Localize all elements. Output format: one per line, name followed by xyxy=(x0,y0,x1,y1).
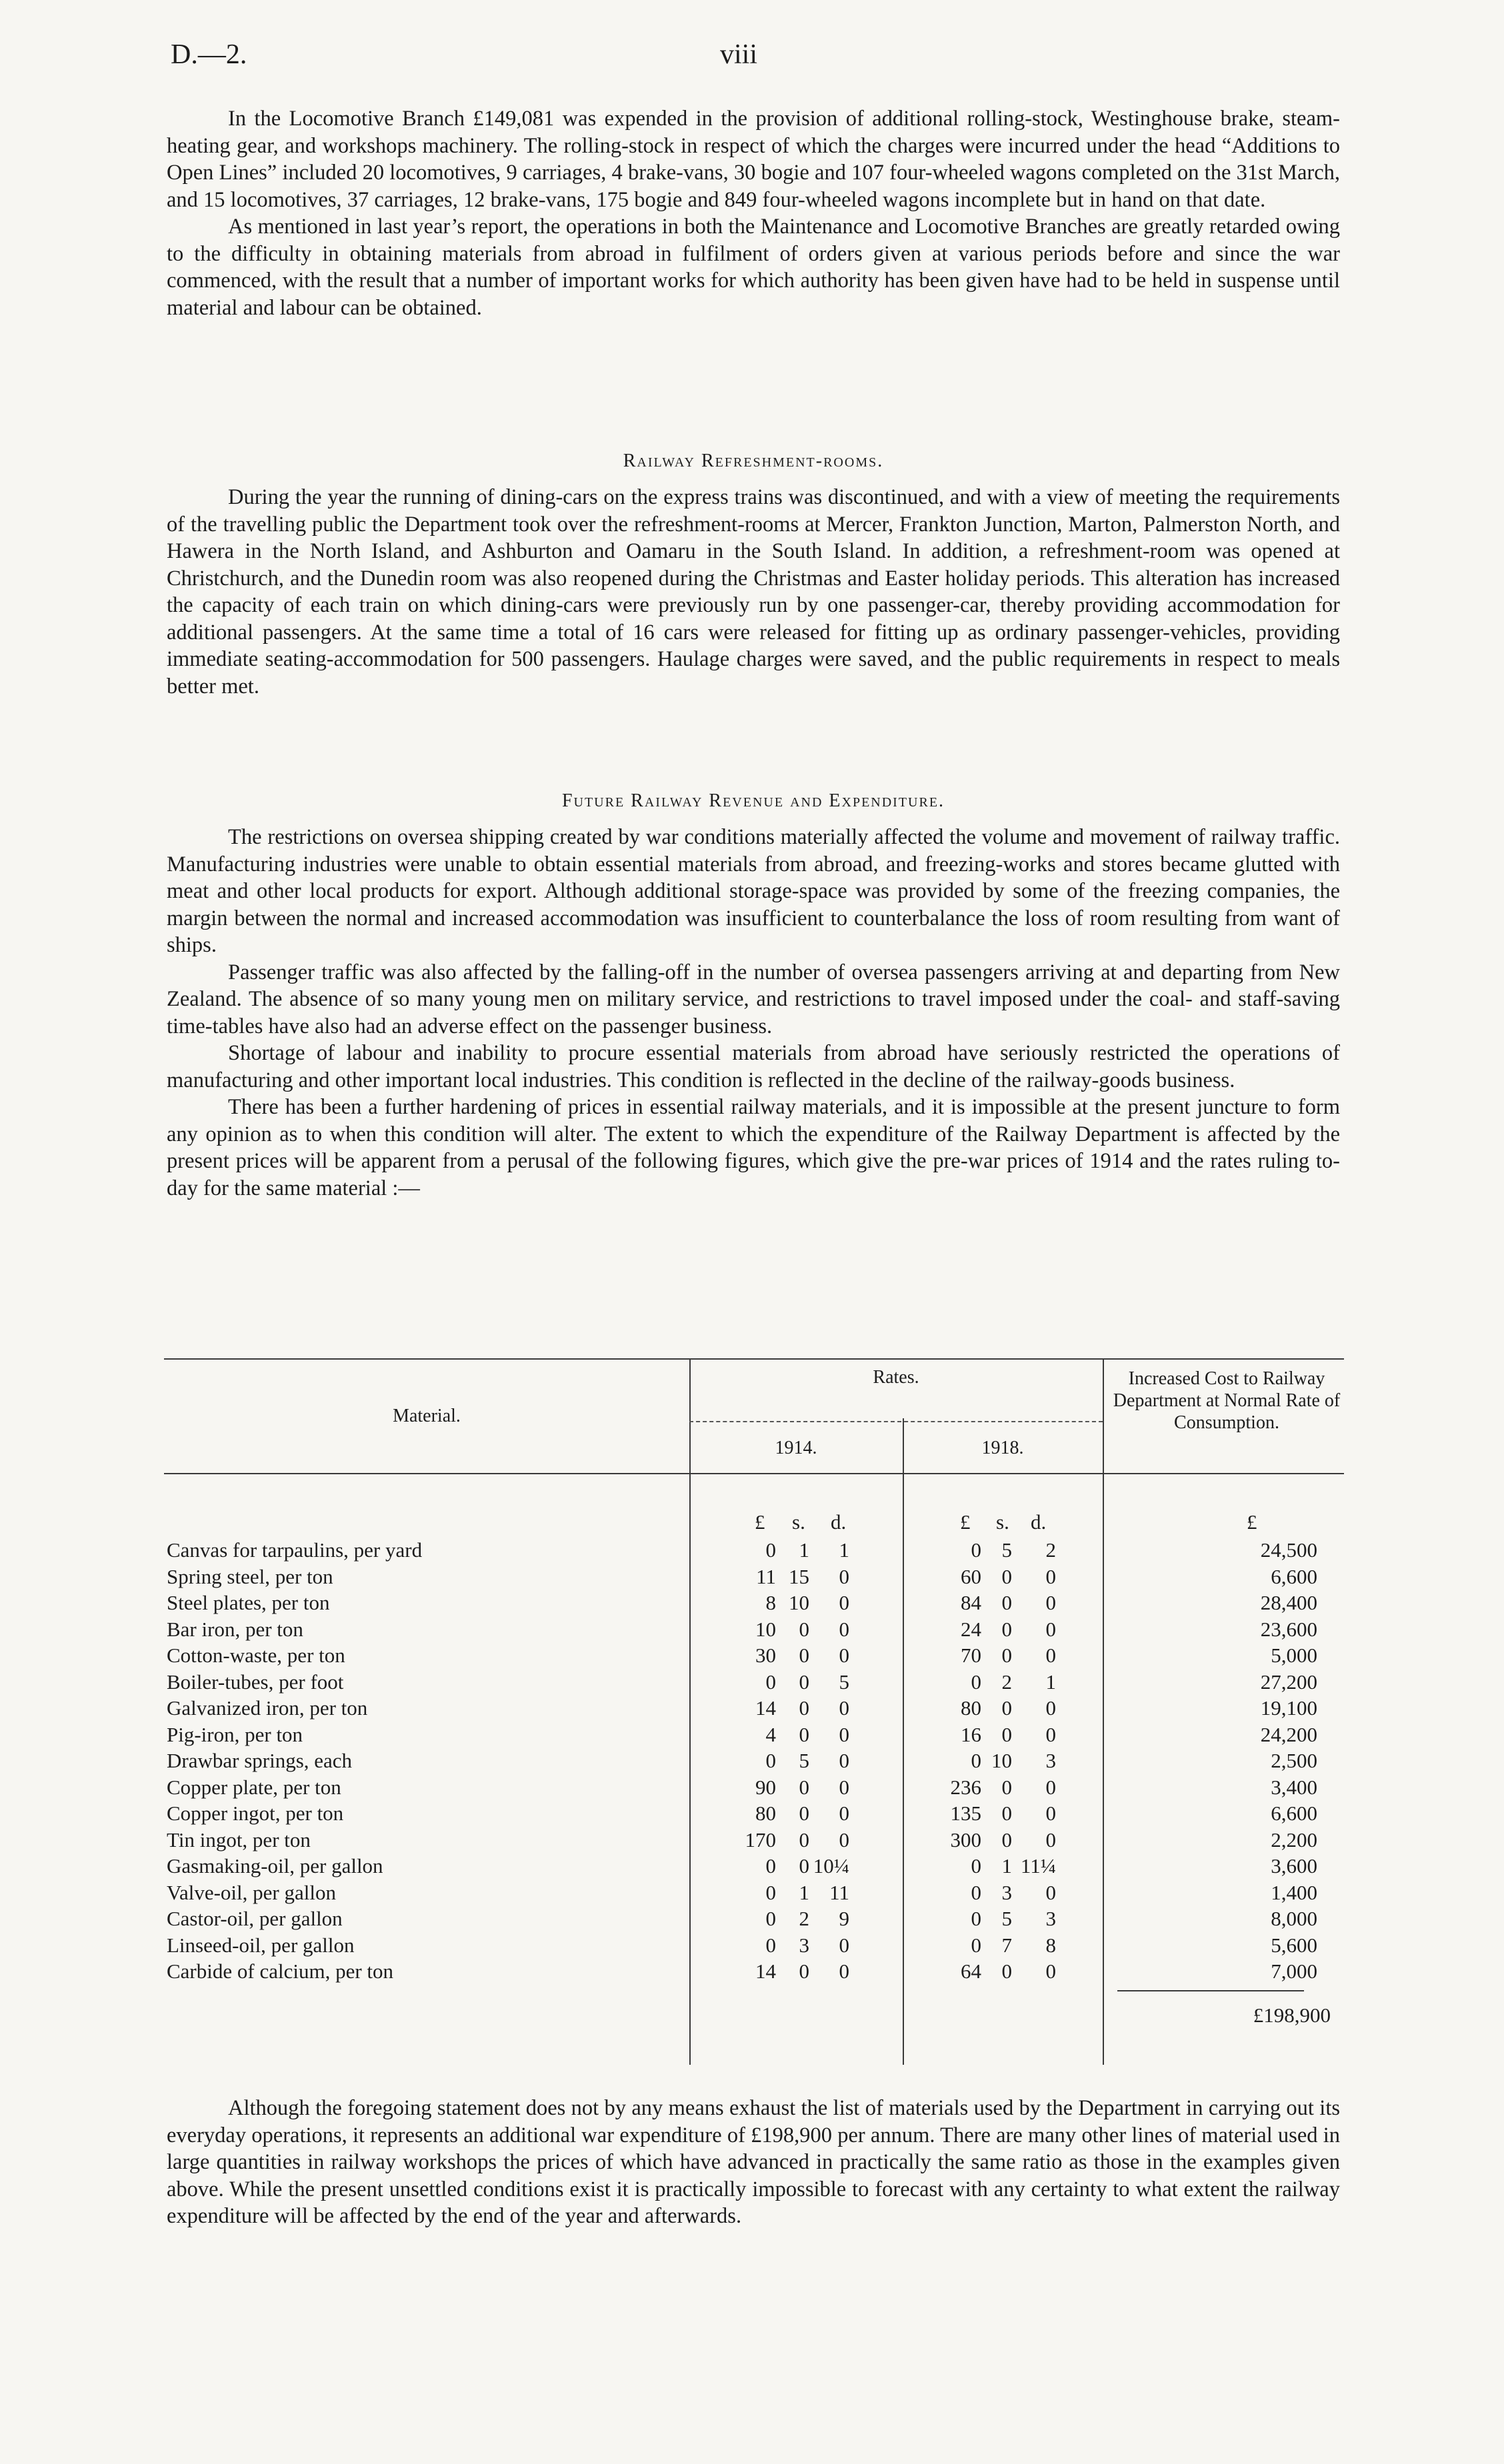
table-row xyxy=(164,1644,1344,1670)
rate-1918-shillings: 0 xyxy=(1001,1564,1012,1588)
rate-1914-pence: 0 xyxy=(839,1696,849,1720)
header-1914: 1914. xyxy=(775,1438,817,1458)
rate-1914-pence: 5 xyxy=(839,1670,849,1694)
table-header-rule xyxy=(164,1473,1344,1474)
rate-1918-shillings: 7 xyxy=(1001,1933,1012,1957)
rate-1918-shillings: 10 xyxy=(991,1749,1012,1772)
section-conclusion xyxy=(167,2095,1340,2230)
rate-1914-pounds: 0 xyxy=(765,1854,776,1877)
rate-1914-shillings: 0 xyxy=(799,1696,809,1720)
increase-value: 7,000 xyxy=(1271,1959,1317,1983)
rate-1914-shillings: 1 xyxy=(799,1538,809,1562)
table-top-rule xyxy=(164,1358,1344,1360)
unit-d-1918: d. xyxy=(1031,1510,1047,1534)
material-name: Copper plate, per ton xyxy=(167,1775,341,1799)
increase-value: 24,200 xyxy=(1260,1722,1317,1746)
rate-1914-pounds: 90 xyxy=(755,1775,776,1799)
rate-1914-pence: 9 xyxy=(839,1907,849,1930)
rate-1914-pounds: 10 xyxy=(755,1617,776,1641)
section-refreshment-rooms xyxy=(167,484,1340,700)
rate-1918-shillings: 0 xyxy=(1001,1696,1012,1720)
rate-1918-shillings: 3 xyxy=(1001,1880,1012,1904)
material-name: Spring steel, per ton xyxy=(167,1564,333,1588)
rate-1918-pence: 0 xyxy=(1045,1617,1056,1641)
rate-1918-pence: 2 xyxy=(1045,1538,1056,1562)
rate-1918-pence: 0 xyxy=(1045,1880,1056,1904)
rate-1914-pounds: 11 xyxy=(756,1564,776,1588)
rate-1914-pence: 0 xyxy=(839,1933,849,1957)
rate-1914-shillings: 0 xyxy=(799,1644,809,1667)
rate-1914-pounds: 0 xyxy=(765,1749,776,1772)
unit-pound-1914: £ xyxy=(755,1510,765,1534)
material-name: Steel plates, per ton xyxy=(167,1591,330,1614)
heading-future-revenue: Future Railway Revenue and Expenditure. xyxy=(561,790,945,811)
rate-1918-pounds: 0 xyxy=(971,1880,981,1904)
table-row xyxy=(164,1907,1344,1933)
rate-1918-shillings: 2 xyxy=(1001,1670,1012,1694)
rate-1918-shillings: 0 xyxy=(1001,1591,1012,1614)
rate-1918-shillings: 5 xyxy=(1001,1538,1012,1562)
header-material: Material. xyxy=(393,1406,461,1426)
rate-1918-pence: 0 xyxy=(1045,1828,1056,1851)
rate-1918-shillings: 0 xyxy=(1001,1617,1012,1641)
increase-value: 23,600 xyxy=(1260,1617,1317,1641)
rate-1918-pounds: 0 xyxy=(971,1749,981,1772)
table-row xyxy=(164,1749,1344,1776)
rate-1914-shillings: 3 xyxy=(799,1933,809,1957)
unit-pound-increase: £ xyxy=(1247,1510,1257,1534)
rate-1918-shillings: 1 xyxy=(1001,1854,1012,1877)
rates-table xyxy=(164,1358,1344,2068)
unit-s-1918: s. xyxy=(996,1510,1009,1534)
rate-1914-pounds: 0 xyxy=(765,1880,776,1904)
table-row xyxy=(164,1723,1344,1750)
table-row xyxy=(164,1696,1344,1723)
total-rule xyxy=(1117,1990,1304,1991)
material-name: Boiler-tubes, per foot xyxy=(167,1670,344,1694)
table-row xyxy=(164,1828,1344,1855)
rate-1914-pence: 0 xyxy=(839,1722,849,1746)
rate-1918-shillings: 0 xyxy=(1001,1959,1012,1983)
rate-1914-pence: 0 xyxy=(839,1617,849,1641)
rate-1918-pounds: 16 xyxy=(961,1722,981,1746)
rate-1918-pence: 0 xyxy=(1045,1722,1056,1746)
rate-1914-pence: 0 xyxy=(839,1591,849,1614)
material-name: Castor-oil, per gallon xyxy=(167,1907,343,1930)
table-row xyxy=(164,1881,1344,1907)
rate-1914-pounds: 30 xyxy=(755,1644,776,1667)
material-name: Galvanized iron, per ton xyxy=(167,1696,368,1720)
rate-1914-pence: 0 xyxy=(839,1802,849,1825)
rate-1914-pence: 11 xyxy=(829,1880,849,1904)
material-name: Copper ingot, per ton xyxy=(167,1802,344,1825)
material-name: Linseed-oil, per gallon xyxy=(167,1933,355,1957)
page-ref: D.—2. xyxy=(171,39,247,70)
unit-s-1914: s. xyxy=(792,1510,805,1534)
material-name: Drawbar springs, each xyxy=(167,1749,353,1772)
increase-value: 19,100 xyxy=(1260,1696,1317,1720)
table-row xyxy=(164,1591,1344,1618)
rate-1914-shillings: 0 xyxy=(799,1722,809,1746)
increase-value: 2,500 xyxy=(1271,1749,1317,1772)
paragraph: Shortage of labour and inability to procure essential materials from abroad have seriously restricted the operations of manufacturing and other important local industries. This condition is reflected in the decline of the railway-goods business. xyxy=(167,1041,1340,1092)
rate-1914-pence: 0 xyxy=(839,1564,849,1588)
table-row xyxy=(164,1802,1344,1828)
material-name: Bar iron, per ton xyxy=(167,1617,303,1641)
unit-d-1914: d. xyxy=(831,1510,847,1534)
table-row xyxy=(164,1854,1344,1881)
header-rates: Rates. xyxy=(873,1367,919,1388)
increase-value: 8,000 xyxy=(1271,1907,1317,1930)
rate-1918-pounds: 84 xyxy=(961,1591,981,1614)
section-locomotive xyxy=(167,105,1340,321)
heading-refreshment-rooms: Railway Refreshment-rooms. xyxy=(623,451,884,471)
rate-1914-pence: 0 xyxy=(839,1644,849,1667)
rate-1918-pence: 0 xyxy=(1045,1591,1056,1614)
rate-1914-shillings: 2 xyxy=(799,1907,809,1930)
rate-1914-pounds: 0 xyxy=(765,1670,776,1694)
rate-1914-shillings: 0 xyxy=(799,1775,809,1799)
rate-1918-pence: 0 xyxy=(1045,1802,1056,1825)
header-1918: 1918. xyxy=(981,1438,1024,1458)
material-name: Canvas for tarpaulins, per yard xyxy=(167,1538,423,1562)
rate-1914-pence: 0 xyxy=(839,1828,849,1851)
rate-1918-pence: 1 xyxy=(1045,1670,1056,1694)
header-increase: Increased Cost to Railway Department at Normal Rate of Consumption. xyxy=(1113,1368,1341,1433)
table-row xyxy=(164,1959,1344,1986)
paragraph: In the Locomotive Branch £149,081 was expended in the provision of additional rolling-stock, Westinghouse brake, steam-heating gear, and workshops machinery. The rolling-stock in respect of which the charges were incurred under the head “Additions to Open Lines” included 20 locomotives, 9 carriages, 4 brake-vans, 30 bogie and 107 four-wheeled wagons completed on the 31st March, and 15 locomotives, 37 carriages, 12 brake-vans, 175 bogie and 849 four-wheeled wagons incomplete but in hand on that date. xyxy=(167,107,1340,212)
material-name: Cotton-waste, per ton xyxy=(167,1644,345,1667)
table-row xyxy=(164,1618,1344,1644)
increase-value: 2,200 xyxy=(1271,1828,1317,1851)
rate-1918-pounds: 0 xyxy=(971,1907,981,1930)
rate-1918-pounds: 300 xyxy=(950,1828,981,1851)
increase-value: 3,600 xyxy=(1271,1854,1317,1877)
rate-1914-pounds: 80 xyxy=(755,1802,776,1825)
rate-1918-pounds: 60 xyxy=(961,1564,981,1588)
increase-value: 6,600 xyxy=(1271,1802,1317,1825)
rate-1918-shillings: 0 xyxy=(1001,1644,1012,1667)
increase-value: 1,400 xyxy=(1271,1880,1317,1904)
rate-1914-shillings: 0 xyxy=(799,1854,809,1877)
material-name: Tin ingot, per ton xyxy=(167,1828,311,1851)
increase-value: 24,500 xyxy=(1260,1538,1317,1562)
rate-1914-pounds: 170 xyxy=(745,1828,776,1851)
rate-1918-pounds: 0 xyxy=(971,1854,981,1877)
rate-1914-pence: 0 xyxy=(839,1959,849,1983)
table-row xyxy=(164,1670,1344,1697)
table-row xyxy=(164,1565,1344,1592)
rate-1918-pounds: 0 xyxy=(971,1670,981,1694)
rate-1914-pounds: 0 xyxy=(765,1538,776,1562)
increase-value: 6,600 xyxy=(1271,1564,1317,1588)
table-row xyxy=(164,1933,1344,1960)
rate-1918-pence: 0 xyxy=(1045,1959,1056,1983)
material-name: Carbide of calcium, per ton xyxy=(167,1959,394,1983)
rate-1918-pence: 0 xyxy=(1045,1696,1056,1720)
rate-1918-pounds: 70 xyxy=(961,1644,981,1667)
rate-1918-pounds: 64 xyxy=(961,1959,981,1983)
paragraph: As mentioned in last year’s report, the operations in both the Maintenance and Locomotive Branches are greatly retarded owing to the difficulty in obtaining materials from abroad in fulfilment of orders given at various periods before and since the war commenced, with the result that a number of important works for which authority has been given have had to be held in suspense until material and labour can be obtained. xyxy=(167,215,1340,320)
rate-1914-pounds: 14 xyxy=(755,1959,776,1983)
rate-1918-pounds: 80 xyxy=(961,1696,981,1720)
rate-1914-shillings: 10 xyxy=(789,1591,809,1614)
paragraph: Although the foregoing statement does not by any means exhaust the list of materials used by the Department in carrying out its everyday operations, it represents an additional war expenditure of £198,900 per annum. There are many other lines of material used in large quantities in railway workshops the prices of which have advanced in practically the same ratio as those in the examples given above. While the present unsettled conditions exist it is practically impossible to forecast with any certainty to what extent the railway expenditure will be affected by the end of the year and afterwards. xyxy=(167,2096,1340,2228)
paragraph: Passenger traffic was also affected by the falling-off in the number of oversea passengers arriving at and departing from New Zealand. The absence of so many young men on military service, and restrictions to travel imposed under the coal- and staff-saving time-tables have also had an adverse effect on the passenger business. xyxy=(167,960,1340,1038)
rate-1918-pounds: 0 xyxy=(971,1538,981,1562)
rate-1914-pounds: 4 xyxy=(765,1722,776,1746)
rate-1918-pounds: 0 xyxy=(971,1933,981,1957)
table-total: £198,900 xyxy=(1253,2003,1331,2027)
page-number: viii xyxy=(720,39,758,70)
increase-value: 5,600 xyxy=(1271,1933,1317,1957)
rate-1918-pounds: 236 xyxy=(950,1775,981,1799)
rate-1918-pounds: 135 xyxy=(950,1802,981,1825)
rate-1918-shillings: 0 xyxy=(1001,1722,1012,1746)
rate-1918-pence: 8 xyxy=(1045,1933,1056,1957)
section-future-revenue xyxy=(167,824,1340,1202)
increase-value: 3,400 xyxy=(1271,1775,1317,1799)
rate-1914-shillings: 5 xyxy=(799,1749,809,1772)
rate-1918-pence: 0 xyxy=(1045,1644,1056,1667)
rate-1914-pence: 1 xyxy=(839,1538,849,1562)
rate-1918-pence: 3 xyxy=(1045,1907,1056,1930)
table-row xyxy=(164,1776,1344,1802)
rate-1918-shillings: 0 xyxy=(1001,1802,1012,1825)
rate-1914-pounds: 0 xyxy=(765,1933,776,1957)
paragraph: The restrictions on oversea shipping created by war conditions materially affected the volume and movement of railway traffic. Manufacturing industries were unable to obtain essential materials from abroad, and freezing-works and stores became glutted with meat and other local products for export. Although additional storage-space was provided by some of the freezing companies, the margin between the normal and increased accommodation was insufficient to counterbalance the loss of room resulting from want of ships. xyxy=(167,825,1340,957)
rate-1914-shillings: 0 xyxy=(799,1617,809,1641)
rate-1914-shillings: 0 xyxy=(799,1670,809,1694)
material-name: Gasmaking-oil, per gallon xyxy=(167,1854,383,1877)
rate-1914-pence: 10¼ xyxy=(813,1854,849,1877)
rate-1914-pence: 0 xyxy=(839,1775,849,1799)
rate-1914-shillings: 1 xyxy=(799,1880,809,1904)
rate-1918-pence: 11¼ xyxy=(1020,1854,1056,1877)
rate-1918-pence: 0 xyxy=(1045,1775,1056,1799)
rate-1914-shillings: 0 xyxy=(799,1828,809,1851)
rate-1914-pounds: 0 xyxy=(765,1907,776,1930)
unit-pound-1918: £ xyxy=(960,1510,971,1534)
rate-1918-pence: 3 xyxy=(1045,1749,1056,1772)
rate-1918-shillings: 0 xyxy=(1001,1828,1012,1851)
material-name: Valve-oil, per gallon xyxy=(167,1880,336,1904)
rate-1914-pence: 0 xyxy=(839,1749,849,1772)
increase-value: 27,200 xyxy=(1260,1670,1317,1694)
table-row xyxy=(164,1538,1344,1565)
rate-1918-shillings: 5 xyxy=(1001,1907,1012,1930)
paragraph: There has been a further hardening of prices in essential railway materials, and it is impossible at the present juncture to form any opinion as to when this condition will alter. The extent to which the expenditure of the Railway Department is affected by the present prices will be apparent from a perusal of the following figures, which give the pre-war prices of 1914 and the rates ruling to-day for the same material :— xyxy=(167,1095,1340,1200)
rate-1914-shillings: 0 xyxy=(799,1802,809,1825)
rates-subhead-rule xyxy=(689,1421,1103,1422)
material-name: Pig-iron, per ton xyxy=(167,1722,303,1746)
increase-value: 28,400 xyxy=(1260,1591,1317,1614)
paragraph: During the year the running of dining-cars on the express trains was discontinued, and with a view of meeting the requirements of the travelling public the Department took over the refreshment-rooms at Mercer, Frankton Junction, Marton, Palmerston North, and Hawera in the North Island, and Ashburton and Oamaru in the South Island. In addition, a refreshment-room was opened at Christchurch, and the Dunedin room was also reopened during the Christmas and Easter holiday periods. This alteration has increased the capacity of each train on which dining-cars were previously run by one passenger-car, thereby providing accommodation for additional passengers. At the same time a total of 16 cars were released for fitting up as ordinary passenger-vehicles, providing immediate seating-accommodation for 500 passengers. Haulage charges were saved, and the public requirements in respect to meals better met. xyxy=(167,485,1340,698)
rate-1914-shillings: 15 xyxy=(789,1564,809,1588)
rate-1918-pence: 0 xyxy=(1045,1564,1056,1588)
rate-1914-shillings: 0 xyxy=(799,1959,809,1983)
rate-1918-pounds: 24 xyxy=(961,1617,981,1641)
rate-1918-shillings: 0 xyxy=(1001,1775,1012,1799)
increase-value: 5,000 xyxy=(1271,1644,1317,1667)
rate-1914-pounds: 14 xyxy=(755,1696,776,1720)
rate-1914-pounds: 8 xyxy=(765,1591,776,1614)
